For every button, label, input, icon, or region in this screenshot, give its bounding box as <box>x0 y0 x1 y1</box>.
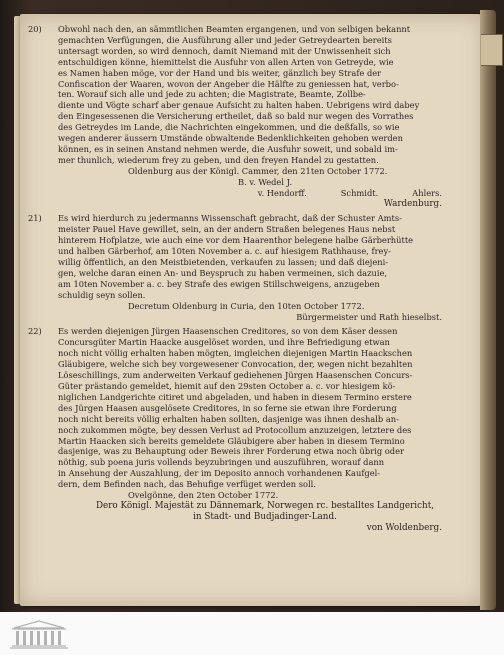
signature-main: B. v. Wedel J. <box>238 176 292 187</box>
text-line: Güter prästando gemeldet, hiemit auf den 29sten October a. c. vor hiesigem kö- <box>58 381 396 391</box>
text-line: noch zukommen mögte, bey dessen Verlust ad Protocollum anzuzeigen, letztere des <box>58 424 412 435</box>
text-line: dern, dem Befinden nach, das Behufige verfüget werden soll. <box>58 479 316 490</box>
text-line: meister Pauel Have gewillet, sein, an der andern Straßen belegenes Haus nebst <box>58 224 396 235</box>
text-line: Obwohl nach den, an sämmtlichen Beamten ergangenen, und von selbigen bekannt <box>58 24 411 34</box>
text-line: hinterem Hofplatze, wie auch eine vor dem Haarenthor belegene halbe Gärberhütte <box>58 235 414 246</box>
entry-body <box>58 326 472 533</box>
text-line: nöthig, sub poena juris vollends beyzubringen und auszuführen, worauf dann <box>58 457 385 468</box>
entry-body <box>58 24 472 209</box>
text-line: noch nicht bereits völlig erhalten haben sollten, dasjenige was ihnen deshalb an- <box>58 413 399 424</box>
text-line: Gläubigere, welche sich bey vorgewesener Convocation, der, wegen nicht bezahlten <box>58 359 413 370</box>
text-line: des Jürgen Haasen ausgelösete Creditores, in so ferne sie etwan ihre Forderung <box>58 402 397 413</box>
place-heading: Wardenburg. <box>383 198 442 209</box>
text-line: dasjenige, was zu Behauptung oder Beweis ihrer Forderung etwa noch übrig oder <box>58 446 404 457</box>
text-line: Es werden diejenigen Jürgen Haasenschen Creditores, so von dem Käser dessen <box>58 326 398 337</box>
signature: v. Hendorff. <box>257 187 307 198</box>
text-line: Es wird hierdurch zu jedermanns Wissenschaft gebracht, daß der Schuster Amts- <box>58 213 402 224</box>
text-line: Confiscation der Waaren, wovon der Angeber die Hälfte zu geniessen hat, verbo- <box>58 78 399 89</box>
entry-21 <box>28 213 472 322</box>
text-line: niglichen Landgerichte citiret und abgeladen, und haben in diesem Termino erstere <box>58 391 412 402</box>
text-line: Concursgüter Martin Haacke ausgelöset worden, und ihre Befriedigung etwan <box>58 337 390 348</box>
text-line: Löseschillings, zum anderweiten Verkauf gediehenen Jürgen Haasenschen Concurs- <box>58 370 413 381</box>
text-line: ten. Worauf sich alle und jede zu achten; die Magistrate, Beamte, Zollbe- <box>58 89 366 100</box>
text-line: in Ansehung der Auszahlung, der im Deposito annoch vorhandenen Kaufgel- <box>58 468 381 479</box>
text-line: willig öffentlich, an den Meistbietenden, verkaufen zu lassen; und daß diejeni- <box>58 257 389 268</box>
viewer-footer <box>0 612 504 655</box>
entry-number: 22) <box>28 326 42 337</box>
date-line: Oldenburg aus der Königl. Cammer, den 21ten October 1772. <box>128 165 388 176</box>
text-line: gen, welche daran einen An- und Beyspruch zu haben vermeinen, sich dazuie, <box>58 267 388 278</box>
text-line: untersagt worden, so wird dennoch, damit Niemand mit der Unwissenheit sich <box>58 45 391 56</box>
text-line: und halben Gärberhof, am 10ten November a. c. auf hiesigem Rathhause, frey- <box>58 246 391 257</box>
signature: Schmidt. <box>340 187 379 198</box>
text-line: schuldig seyn sollen. <box>58 289 146 300</box>
court-line: Dero Königl. Majestät zu Dännemark, Norwegen rc. bestalltes Landgericht, <box>95 500 435 511</box>
text-line: diente und Vögte scharf aber genaue Aufsicht zu halten haben. Uebrigens wird dabey <box>58 100 420 111</box>
text-line: können, es in seinen Anstand nehmen werde, die Ausfuhr soweit, und sobald im- <box>58 143 398 154</box>
signature-row <box>58 188 472 199</box>
entry-body <box>58 213 472 322</box>
date-line: Ovelgönne, den 2ten October 1772. <box>128 490 279 501</box>
court-signature: von Woldenberg. <box>366 522 442 533</box>
text-line: es Namen haben möge, vor der Hand und bis weiter, gänzlich bey Strafe der <box>58 67 382 78</box>
text-line: den Eingesessenen die Versicherung ertheilet, daß so bald nur wegen des Vorrathes <box>58 111 414 122</box>
text-line: entschuldigen könne, hiemittelst die Ausfuhr von allen Arten von Getreyde, wie <box>58 56 394 67</box>
text-line: des Getreydes im Lande, die Nachrichten eingekommen, und die deßfalls, so wie <box>58 122 400 133</box>
text-line: wegen anderer äussern Umstände obwaltende Bedenklichkeiten gehoben werden <box>58 133 403 144</box>
signature-council: Bürgermeister und Rath hieselbst. <box>296 311 442 322</box>
entry-number: 21) <box>28 213 42 224</box>
entry-number: 20) <box>28 24 42 34</box>
bookmark-tab <box>481 34 503 66</box>
text-line: am 10ten November a. c. bey Strafe des ewigen Stillschweigens, anzugeben <box>58 278 380 289</box>
text-line: noch nicht völlig erhalten haben mögten, imgleichen diejenigen Martin Haackschen <box>58 348 413 359</box>
entry-22 <box>28 326 472 533</box>
entry-20 <box>28 24 472 209</box>
signature: Ahlers. <box>412 187 442 198</box>
text-line: gemachten Verfügungen, die Ausführung aller und jeder Getreydearten bereits <box>58 34 392 45</box>
library-building-icon <box>6 619 72 649</box>
text-line: mer thunlich, wiederum frey zu geben, und den freyen Handel zu gestatten. <box>58 154 379 165</box>
court-line: in Stadt- und Budjadinger-Land. <box>193 511 337 522</box>
page-right-edge <box>480 10 496 610</box>
page-text <box>28 24 472 544</box>
text-line: Martin Haacken sich bereits gemeldete Gläubigere aber haben in diesem Termino <box>58 435 405 446</box>
date-line: Decretum Oldenburg in Curia, den 10ten October 1772. <box>128 300 365 311</box>
